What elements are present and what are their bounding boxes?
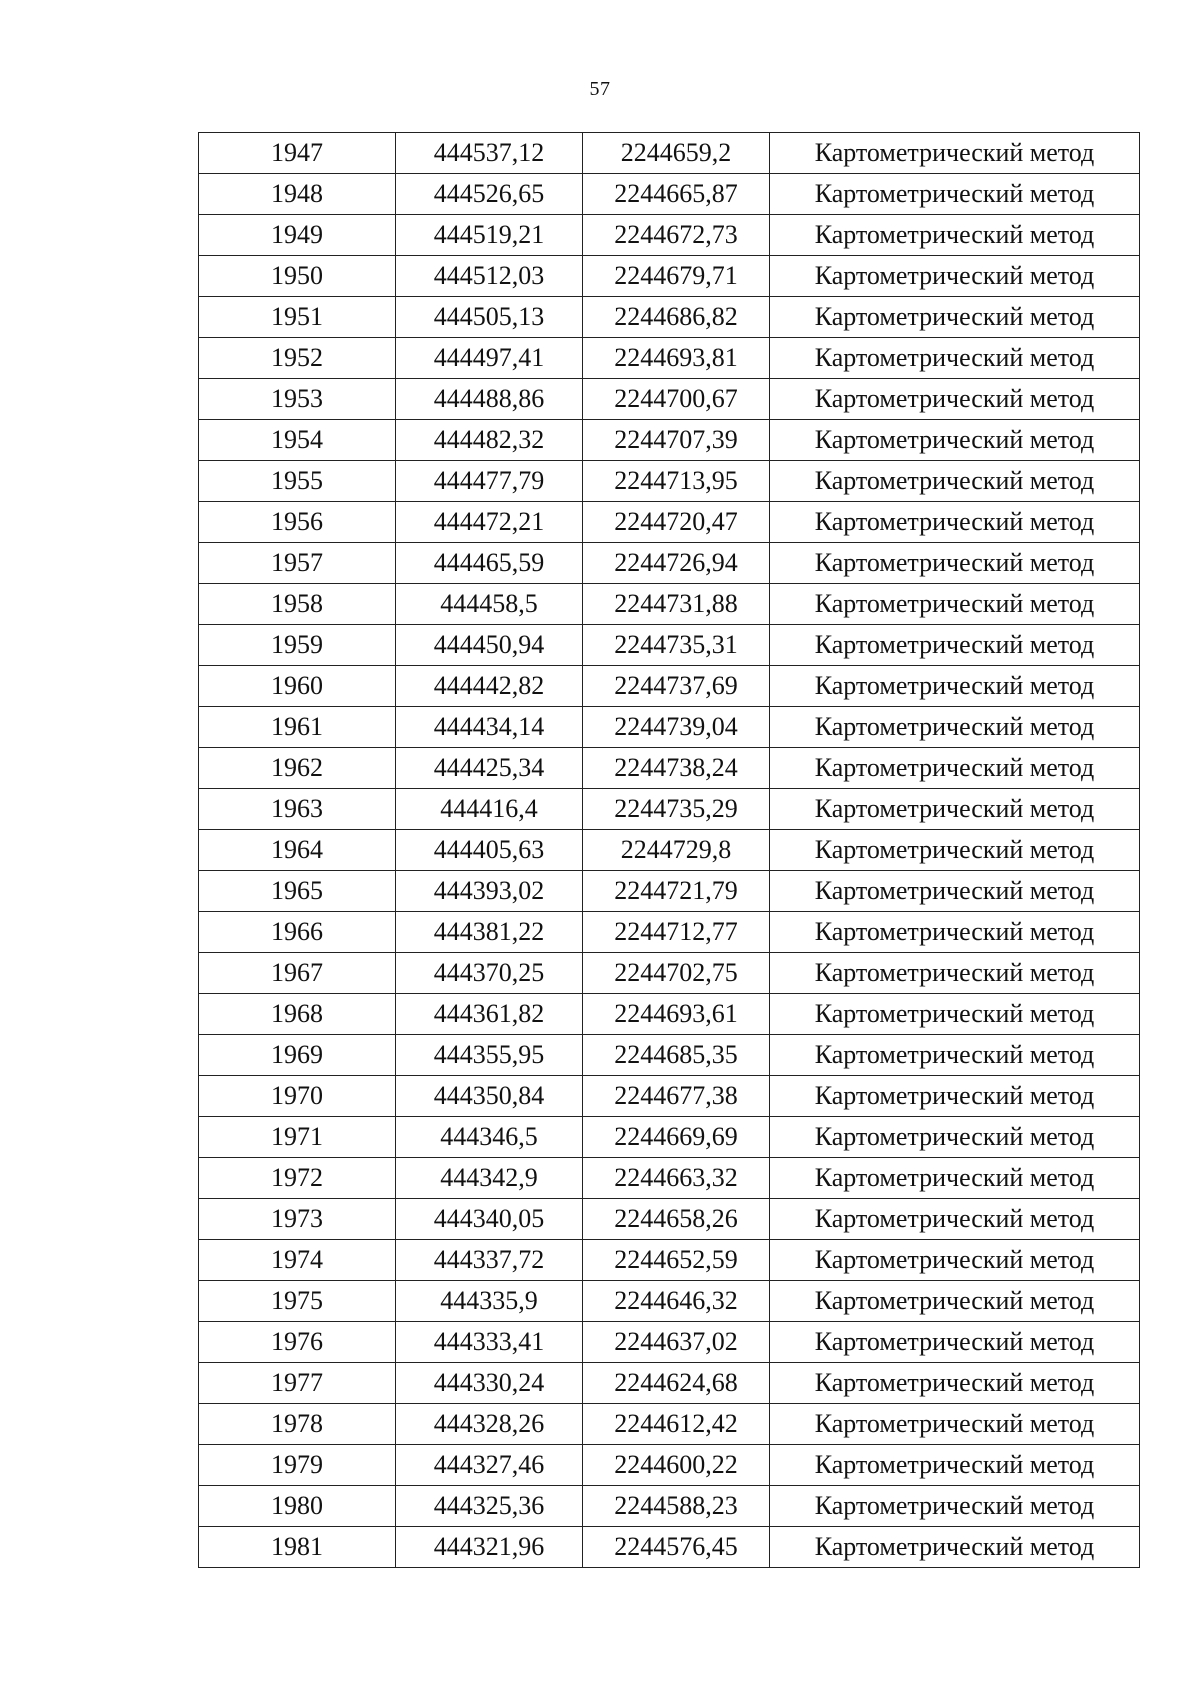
point-number-cell: 1968 xyxy=(199,994,396,1035)
method-cell: Картометрический метод xyxy=(770,420,1140,461)
point-number-cell: 1947 xyxy=(199,133,396,174)
y-coordinate-cell: 2244612,42 xyxy=(583,1404,770,1445)
x-coordinate-cell: 444434,14 xyxy=(396,707,583,748)
table-row xyxy=(199,666,1140,707)
table-row xyxy=(199,1486,1140,1527)
table-row xyxy=(199,420,1140,461)
method-cell: Картометрический метод xyxy=(770,666,1140,707)
method-cell: Картометрический метод xyxy=(770,1486,1140,1527)
point-number-cell: 1964 xyxy=(199,830,396,871)
point-number-cell: 1975 xyxy=(199,1281,396,1322)
table-row xyxy=(199,379,1140,420)
point-number-cell: 1967 xyxy=(199,953,396,994)
table-row xyxy=(199,1117,1140,1158)
point-number-cell: 1957 xyxy=(199,543,396,584)
table-row xyxy=(199,1158,1140,1199)
table-row xyxy=(199,707,1140,748)
point-number-cell: 1978 xyxy=(199,1404,396,1445)
y-coordinate-cell: 2244588,23 xyxy=(583,1486,770,1527)
table-row xyxy=(199,215,1140,256)
x-coordinate-cell: 444450,94 xyxy=(396,625,583,666)
x-coordinate-cell: 444497,41 xyxy=(396,338,583,379)
point-number-cell: 1965 xyxy=(199,871,396,912)
x-coordinate-cell: 444330,24 xyxy=(396,1363,583,1404)
point-number-cell: 1979 xyxy=(199,1445,396,1486)
method-cell: Картометрический метод xyxy=(770,215,1140,256)
point-number-cell: 1977 xyxy=(199,1363,396,1404)
x-coordinate-cell: 444327,46 xyxy=(396,1445,583,1486)
x-coordinate-cell: 444477,79 xyxy=(396,461,583,502)
method-cell: Картометрический метод xyxy=(770,1199,1140,1240)
y-coordinate-cell: 2244669,69 xyxy=(583,1117,770,1158)
method-cell: Картометрический метод xyxy=(770,338,1140,379)
method-cell: Картометрический метод xyxy=(770,256,1140,297)
method-cell: Картометрический метод xyxy=(770,1322,1140,1363)
table-row xyxy=(199,584,1140,625)
table-row xyxy=(199,1281,1140,1322)
x-coordinate-cell: 444488,86 xyxy=(396,379,583,420)
table-row xyxy=(199,1035,1140,1076)
method-cell: Картометрический метод xyxy=(770,584,1140,625)
x-coordinate-cell: 444393,02 xyxy=(396,871,583,912)
y-coordinate-cell: 2244735,31 xyxy=(583,625,770,666)
x-coordinate-cell: 444355,95 xyxy=(396,1035,583,1076)
method-cell: Картометрический метод xyxy=(770,1281,1140,1322)
y-coordinate-cell: 2244713,95 xyxy=(583,461,770,502)
method-cell: Картометрический метод xyxy=(770,707,1140,748)
y-coordinate-cell: 2244637,02 xyxy=(583,1322,770,1363)
x-coordinate-cell: 444328,26 xyxy=(396,1404,583,1445)
method-cell: Картометрический метод xyxy=(770,502,1140,543)
table-row xyxy=(199,1199,1140,1240)
method-cell: Картометрический метод xyxy=(770,1445,1140,1486)
x-coordinate-cell: 444416,4 xyxy=(396,789,583,830)
x-coordinate-cell: 444361,82 xyxy=(396,994,583,1035)
table-row xyxy=(199,174,1140,215)
method-cell: Картометрический метод xyxy=(770,953,1140,994)
x-coordinate-cell: 444321,96 xyxy=(396,1527,583,1568)
y-coordinate-cell: 2244721,79 xyxy=(583,871,770,912)
table-row xyxy=(199,1076,1140,1117)
x-coordinate-cell: 444458,5 xyxy=(396,584,583,625)
table-row xyxy=(199,625,1140,666)
point-number-cell: 1971 xyxy=(199,1117,396,1158)
y-coordinate-cell: 2244679,71 xyxy=(583,256,770,297)
y-coordinate-cell: 2244672,73 xyxy=(583,215,770,256)
method-cell: Картометрический метод xyxy=(770,543,1140,584)
point-number-cell: 1960 xyxy=(199,666,396,707)
page-number: 57 xyxy=(589,78,611,100)
point-number-cell: 1973 xyxy=(199,1199,396,1240)
y-coordinate-cell: 2244707,39 xyxy=(583,420,770,461)
method-cell: Картометрический метод xyxy=(770,830,1140,871)
x-coordinate-cell: 444350,84 xyxy=(396,1076,583,1117)
x-coordinate-cell: 444465,59 xyxy=(396,543,583,584)
point-number-cell: 1953 xyxy=(199,379,396,420)
method-cell: Картометрический метод xyxy=(770,1404,1140,1445)
point-number-cell: 1963 xyxy=(199,789,396,830)
y-coordinate-cell: 2244665,87 xyxy=(583,174,770,215)
method-cell: Картометрический метод xyxy=(770,1363,1140,1404)
table-row xyxy=(199,748,1140,789)
x-coordinate-cell: 444381,22 xyxy=(396,912,583,953)
table-row xyxy=(199,1404,1140,1445)
y-coordinate-cell: 2244712,77 xyxy=(583,912,770,953)
x-coordinate-cell: 444340,05 xyxy=(396,1199,583,1240)
y-coordinate-cell: 2244685,35 xyxy=(583,1035,770,1076)
x-coordinate-cell: 444505,13 xyxy=(396,297,583,338)
y-coordinate-cell: 2244739,04 xyxy=(583,707,770,748)
table-row xyxy=(199,1240,1140,1281)
x-coordinate-cell: 444442,82 xyxy=(396,666,583,707)
x-coordinate-cell: 444537,12 xyxy=(396,133,583,174)
point-number-cell: 1949 xyxy=(199,215,396,256)
y-coordinate-cell: 2244658,26 xyxy=(583,1199,770,1240)
point-number-cell: 1972 xyxy=(199,1158,396,1199)
y-coordinate-cell: 2244600,22 xyxy=(583,1445,770,1486)
table-row xyxy=(199,297,1140,338)
x-coordinate-cell: 444482,32 xyxy=(396,420,583,461)
x-coordinate-cell: 444337,72 xyxy=(396,1240,583,1281)
x-coordinate-cell: 444405,63 xyxy=(396,830,583,871)
method-cell: Картометрический метод xyxy=(770,748,1140,789)
method-cell: Картометрический метод xyxy=(770,871,1140,912)
point-number-cell: 1951 xyxy=(199,297,396,338)
y-coordinate-cell: 2244702,75 xyxy=(583,953,770,994)
table-row xyxy=(199,133,1140,174)
point-number-cell: 1974 xyxy=(199,1240,396,1281)
table-row xyxy=(199,1363,1140,1404)
coordinates-table xyxy=(198,132,1140,1568)
method-cell: Картометрический метод xyxy=(770,174,1140,215)
y-coordinate-cell: 2244700,67 xyxy=(583,379,770,420)
x-coordinate-cell: 444425,34 xyxy=(396,748,583,789)
table-row xyxy=(199,953,1140,994)
point-number-cell: 1954 xyxy=(199,420,396,461)
method-cell: Картометрический метод xyxy=(770,1240,1140,1281)
table-row xyxy=(199,1445,1140,1486)
method-cell: Картометрический метод xyxy=(770,297,1140,338)
y-coordinate-cell: 2244737,69 xyxy=(583,666,770,707)
x-coordinate-cell: 444472,21 xyxy=(396,502,583,543)
point-number-cell: 1948 xyxy=(199,174,396,215)
y-coordinate-cell: 2244659,2 xyxy=(583,133,770,174)
method-cell: Картометрический метод xyxy=(770,994,1140,1035)
y-coordinate-cell: 2244729,8 xyxy=(583,830,770,871)
coordinates-table-body xyxy=(199,133,1140,1568)
method-cell: Картометрический метод xyxy=(770,461,1140,502)
table-row xyxy=(199,789,1140,830)
method-cell: Картометрический метод xyxy=(770,912,1140,953)
y-coordinate-cell: 2244677,38 xyxy=(583,1076,770,1117)
x-coordinate-cell: 444512,03 xyxy=(396,256,583,297)
table-row xyxy=(199,256,1140,297)
point-number-cell: 1961 xyxy=(199,707,396,748)
x-coordinate-cell: 444342,9 xyxy=(396,1158,583,1199)
table-row xyxy=(199,502,1140,543)
method-cell: Картометрический метод xyxy=(770,379,1140,420)
table-row xyxy=(199,338,1140,379)
table-row xyxy=(199,830,1140,871)
point-number-cell: 1966 xyxy=(199,912,396,953)
table-row xyxy=(199,1527,1140,1568)
y-coordinate-cell: 2244686,82 xyxy=(583,297,770,338)
point-number-cell: 1970 xyxy=(199,1076,396,1117)
method-cell: Картометрический метод xyxy=(770,1527,1140,1568)
y-coordinate-cell: 2244624,68 xyxy=(583,1363,770,1404)
x-coordinate-cell: 444519,21 xyxy=(396,215,583,256)
x-coordinate-cell: 444526,65 xyxy=(396,174,583,215)
point-number-cell: 1958 xyxy=(199,584,396,625)
point-number-cell: 1950 xyxy=(199,256,396,297)
point-number-cell: 1962 xyxy=(199,748,396,789)
point-number-cell: 1956 xyxy=(199,502,396,543)
method-cell: Картометрический метод xyxy=(770,1158,1140,1199)
point-number-cell: 1981 xyxy=(199,1527,396,1568)
table-row xyxy=(199,461,1140,502)
y-coordinate-cell: 2244693,81 xyxy=(583,338,770,379)
method-cell: Картометрический метод xyxy=(770,789,1140,830)
method-cell: Картометрический метод xyxy=(770,1035,1140,1076)
method-cell: Картометрический метод xyxy=(770,1117,1140,1158)
x-coordinate-cell: 444333,41 xyxy=(396,1322,583,1363)
table-row xyxy=(199,543,1140,584)
y-coordinate-cell: 2244735,29 xyxy=(583,789,770,830)
point-number-cell: 1955 xyxy=(199,461,396,502)
y-coordinate-cell: 2244693,61 xyxy=(583,994,770,1035)
point-number-cell: 1969 xyxy=(199,1035,396,1076)
table-row xyxy=(199,912,1140,953)
x-coordinate-cell: 444370,25 xyxy=(396,953,583,994)
y-coordinate-cell: 2244646,32 xyxy=(583,1281,770,1322)
y-coordinate-cell: 2244576,45 xyxy=(583,1527,770,1568)
point-number-cell: 1976 xyxy=(199,1322,396,1363)
y-coordinate-cell: 2244726,94 xyxy=(583,543,770,584)
y-coordinate-cell: 2244738,24 xyxy=(583,748,770,789)
point-number-cell: 1952 xyxy=(199,338,396,379)
table-row xyxy=(199,871,1140,912)
y-coordinate-cell: 2244652,59 xyxy=(583,1240,770,1281)
table-row xyxy=(199,1322,1140,1363)
method-cell: Картометрический метод xyxy=(770,133,1140,174)
y-coordinate-cell: 2244663,32 xyxy=(583,1158,770,1199)
point-number-cell: 1959 xyxy=(199,625,396,666)
point-number-cell: 1980 xyxy=(199,1486,396,1527)
method-cell: Картометрический метод xyxy=(770,1076,1140,1117)
x-coordinate-cell: 444346,5 xyxy=(396,1117,583,1158)
y-coordinate-cell: 2244731,88 xyxy=(583,584,770,625)
y-coordinate-cell: 2244720,47 xyxy=(583,502,770,543)
method-cell: Картометрический метод xyxy=(770,625,1140,666)
x-coordinate-cell: 444325,36 xyxy=(396,1486,583,1527)
table-row xyxy=(199,994,1140,1035)
x-coordinate-cell: 444335,9 xyxy=(396,1281,583,1322)
